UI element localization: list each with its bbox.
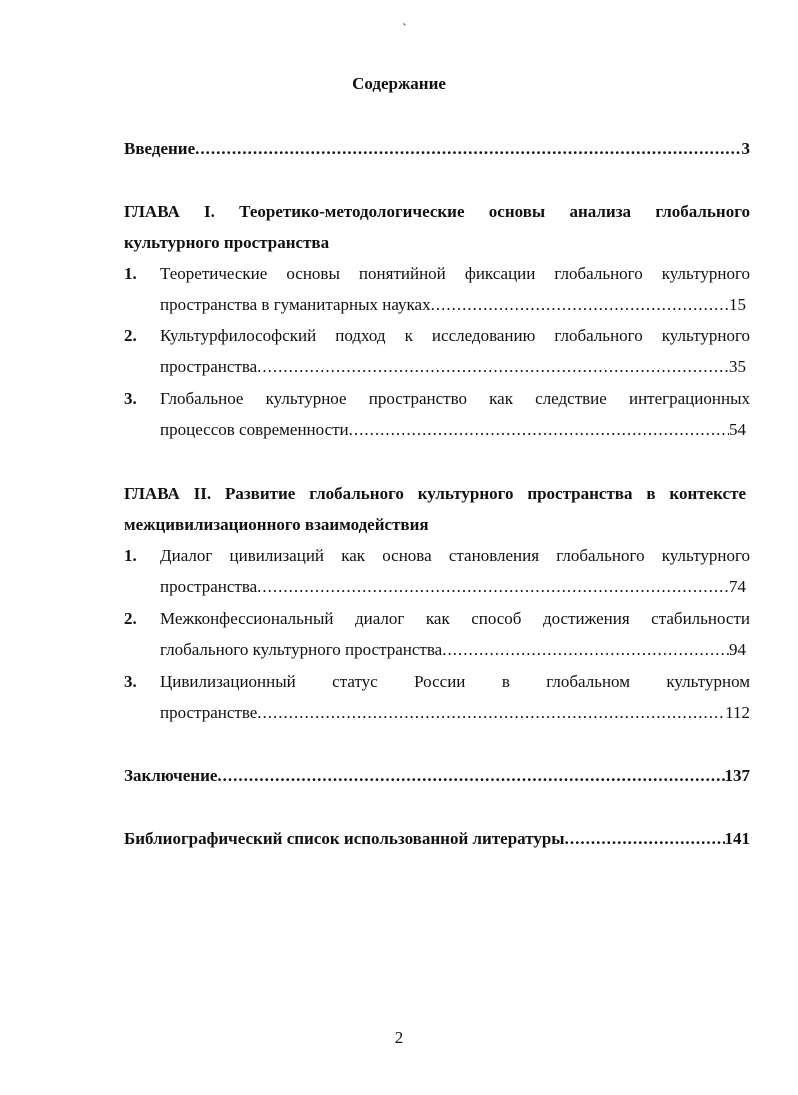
leader-dots [257,577,729,597]
toc-entry-page: 3 [741,139,750,158]
toc-item-line: Теоретические основы понятийной фиксации глобального культурного [160,264,750,283]
leader-dots [565,829,725,849]
chapter1-heading: ГЛАВА I. Теоретико-методологические основы анализа глобального [124,202,750,221]
page-number: 2 [394,1028,404,1047]
toc-entry-label: Введение [124,139,196,158]
toc-item-line: Глобальное культурное пространство как следствие интеграционных [160,389,750,408]
toc-item-number: 3. [124,672,137,691]
toc-item-page: 54 [729,420,746,439]
leader-dots [349,420,729,440]
toc-entry-label: Заключение [124,766,218,785]
chapter1-heading-cont: культурного пространства [124,233,330,252]
toc-item-line: Диалог цивилизаций как основа становления глобального культурного [160,546,750,565]
toc-item-number: 2. [124,326,137,345]
toc-item-page: 15 [729,295,746,314]
leader-dots [257,703,725,723]
chapter2-heading-cont: межцивилизационного взаимодействия [124,515,429,534]
leader-dots [217,766,724,786]
toc-item-number: 2. [124,609,137,628]
scan-mark: ` [402,22,407,37]
toc-item-leader-line: глобального культурного пространства ..... 94 [160,640,746,660]
toc-entry-page: 137 [724,766,750,785]
leader-dots [195,139,741,159]
toc-item-number: 3. [124,389,137,408]
toc-item-leader-line: процессов современности ..... 54 [160,420,746,440]
toc-item-number: 1. [124,546,137,565]
toc-item-number: 1. [124,264,137,283]
leader-dots [257,357,729,377]
toc-entry-intro [124,139,750,159]
toc-item-leader-line: пространстве ..... 112 [160,703,750,723]
toc-item-line: Цивилизационный статус России в глобальном культурном [160,672,750,691]
toc-item-page: 94 [729,640,746,659]
toc-entry-page: 141 [724,829,750,848]
toc-item-page: 112 [725,703,750,722]
toc-entry-bibliography [124,829,750,849]
toc-entry-label: Библиографический список использованной литературы [124,829,565,848]
toc-item-page: 35 [729,357,746,376]
toc-title: Содержание [352,74,446,93]
toc-item-leader-line: пространства в гуманитарных науках ..... 15 [160,295,746,315]
toc-item-leader-line: пространства ..... 74 [160,577,746,597]
toc-entry-conclusion [124,766,750,786]
toc-item-page: 74 [729,577,746,596]
toc-item-line: Культурфилософский подход к исследованию глобального культурного [160,326,750,345]
toc-item-line: Межконфессиональный диалог как способ достижения стабильности [160,609,750,628]
toc-item-leader-line: пространства ..... 35 [160,357,746,377]
chapter2-heading: ГЛАВА II. Развитие глобального культурного пространства в контексте [124,484,746,503]
leader-dots [442,640,729,660]
leader-dots [431,295,729,315]
